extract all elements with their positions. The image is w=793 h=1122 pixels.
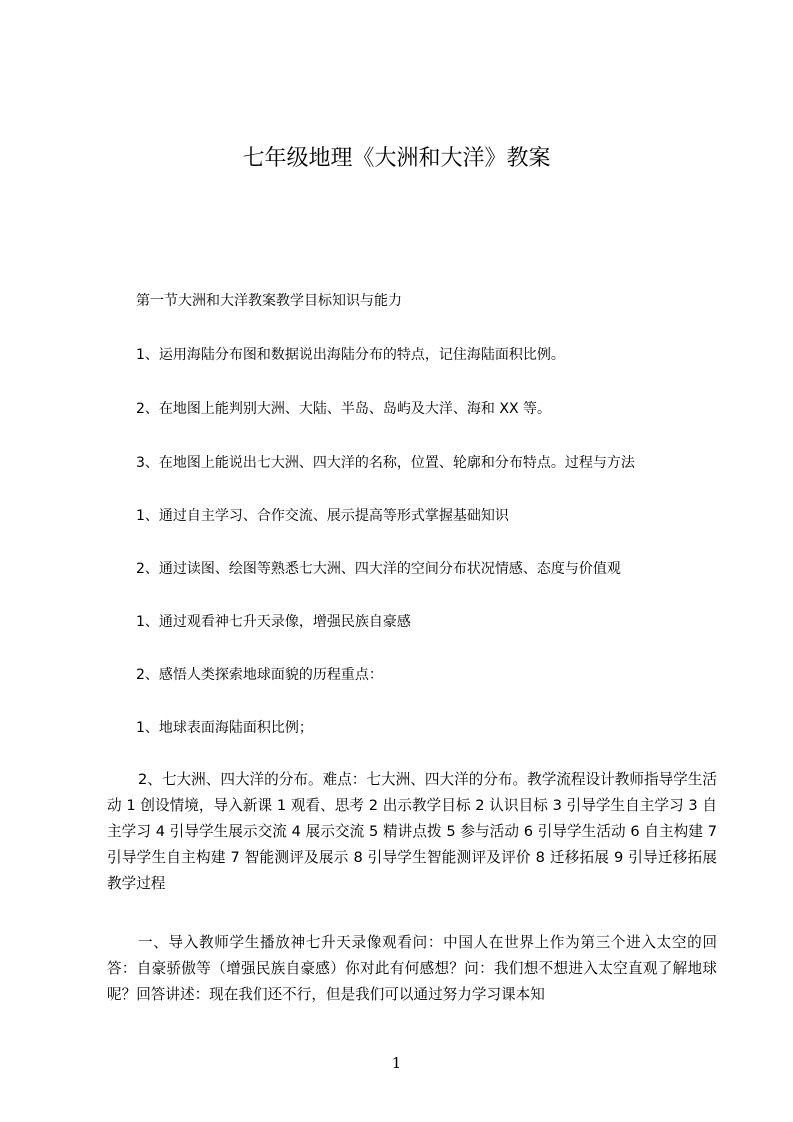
paragraph-introduction: 一、导入教师学生播放神七升天录像观看问：中国人在世界上作为第三个进入太空的回答：自豪骄傲等（增强民族自豪感）你对此有何感想？问：我们想不想进入太空直观了解地球呢？回答讲述：现在我们还不行，但是我们可以通过努力学习课本知: [107, 934, 717, 1003]
paragraph-teaching-flow: 2、七大洲、四大洋的分布。难点：七大洲、四大洋的分布。教学流程设计教师指导学生活动 1 创设情境，导入新课 1 观看、思考 2 出示教学目标 2 认识目标 3 引导学生自主学习 3 自主学习 4 引导学生展示交流 4 展示交流 5 精讲点拨 5 参与活动 6 引导学生活动 6 自主构建 7 引导学生自主构建 7 智能测评及展示 8 引导学生智能测评及评价 8 迁移拓展 9 引导迁移拓展教学过程: [107, 771, 717, 892]
text-line: 2、在地图上能判别大洲、大陆、半岛、岛屿及大洋、海和 XX 等。: [136, 401, 551, 417]
text-line: 3、在地图上能说出七大洲、四大洋的名称，位置、轮廓和分布特点。过程与方法: [136, 455, 635, 471]
text-line: 1、地球表面海陆面积比例；: [136, 720, 313, 736]
text-line: 1、通过观看神七升天录像，增强民族自豪感: [136, 614, 411, 630]
page-number: 1: [391, 1054, 402, 1072]
text-line: 2、感悟人类探索地球面貌的历程重点：: [136, 667, 383, 683]
text-line: 2、通过读图、绘图等熟悉七大洲、四大洋的空间分布状况情感、态度与价值观: [136, 561, 621, 577]
text-line-objectives-heading: 第一节大洲和大洋教案教学目标知识与能力: [136, 293, 402, 309]
document-title: 七年级地理《大洲和大洋》教案: [242, 146, 551, 171]
text-line: 1、通过自主学习、合作交流、展示提高等形式掌握基础知识: [136, 508, 509, 524]
text-line: 1、运用海陆分布图和数据说出海陆分布的特点，记住海陆面积比例。: [136, 347, 565, 363]
